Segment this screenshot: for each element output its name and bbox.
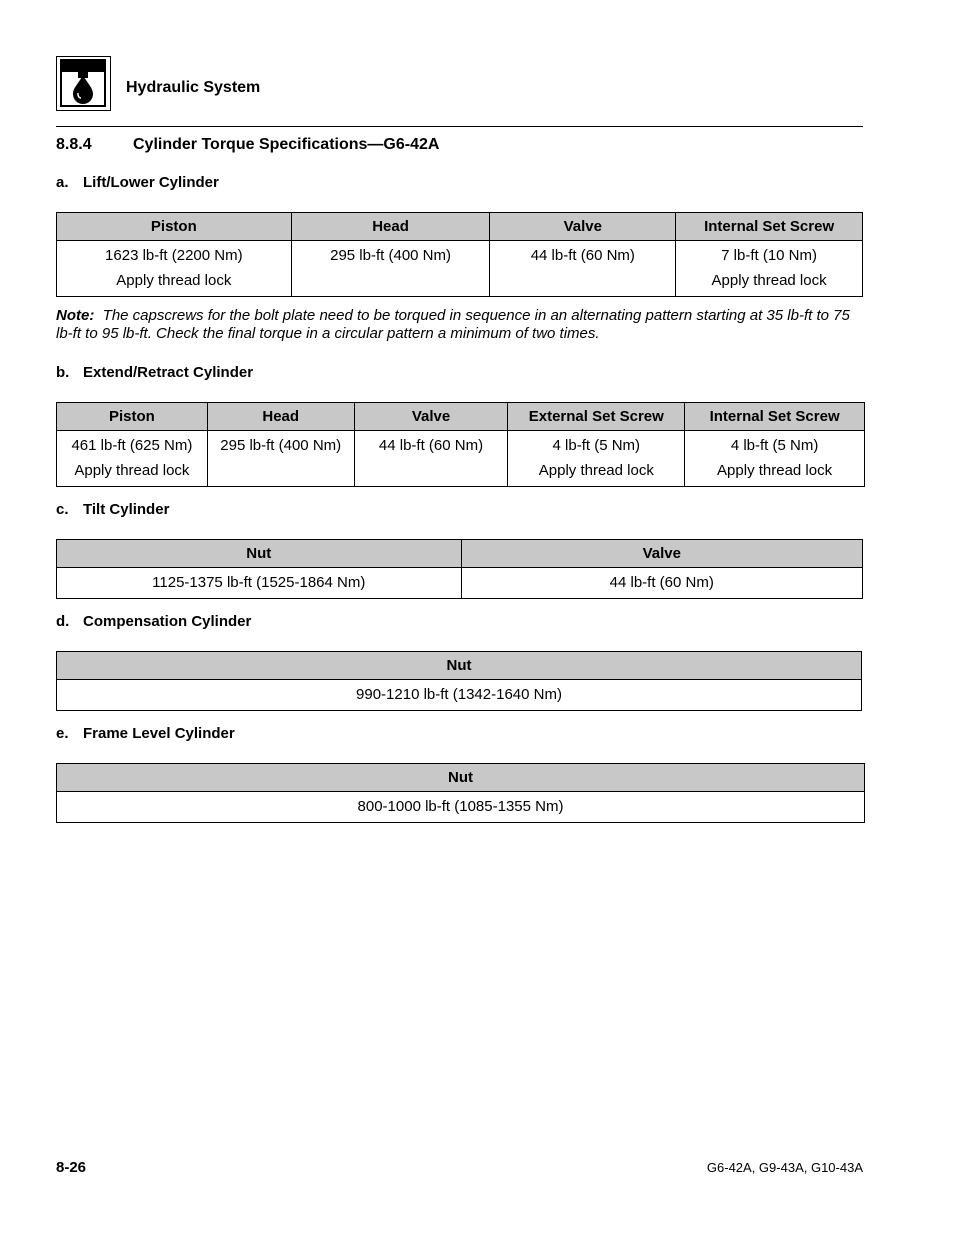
subhead-title: Tilt Cylinder	[83, 501, 170, 518]
table-header-row	[57, 403, 865, 431]
cell-value: 7 lb-ft (10 Nm)	[721, 247, 818, 264]
column-header: Valve	[354, 403, 508, 431]
table-row	[57, 792, 865, 823]
table-cell: 800-1000 lb-ft (1085-1355 Nm)	[57, 792, 865, 823]
table-header-row	[57, 213, 863, 241]
table-cell	[676, 241, 863, 297]
subhead-letter: b.	[56, 364, 70, 381]
cell-note: Apply thread lock	[711, 272, 827, 289]
header-divider	[56, 126, 863, 127]
section-number: 8.8.4	[56, 136, 92, 153]
column-header: Valve	[490, 213, 676, 241]
cell-note: Apply thread lock	[116, 272, 232, 289]
table-cell: 1125-1375 lb-ft (1525-1864 Nm)	[57, 568, 462, 599]
column-header: Head	[291, 213, 490, 241]
subhead-lift-lower	[56, 174, 219, 191]
column-header: Internal Set Screw	[685, 403, 865, 431]
model-list: G6-42A, G9-43A, G10-43A	[706, 1160, 863, 1175]
lift-lower-table	[56, 212, 863, 297]
note	[56, 307, 866, 343]
subhead-title: Extend/Retract Cylinder	[83, 364, 254, 381]
cell-note: Apply thread lock	[538, 462, 654, 479]
cell-note: Apply thread lock	[717, 462, 833, 479]
column-header: External Set Screw	[508, 403, 685, 431]
cell-note: Apply thread lock	[74, 462, 190, 479]
cell-value: 44 lb-ft (60 Nm)	[378, 437, 484, 454]
subhead-tilt	[56, 501, 169, 518]
cell-value: 1623 lb-ft (2200 Nm)	[105, 247, 243, 264]
table-cell	[490, 241, 676, 297]
table-cell	[354, 431, 508, 487]
cell-value: 4 lb-ft (5 Nm)	[730, 437, 819, 454]
subhead-title: Lift/Lower Cylinder	[83, 174, 219, 191]
table-header-row	[57, 652, 862, 680]
table-row	[57, 241, 863, 297]
subhead-letter: c.	[56, 501, 69, 518]
table-row	[57, 568, 863, 599]
hydraulic-drop-icon	[56, 56, 111, 111]
extend-retract-table	[56, 402, 865, 487]
section-title: Cylinder Torque Specifications—G6-42A	[133, 136, 440, 153]
cell-value: 44 lb-ft (60 Nm)	[530, 247, 635, 264]
subhead-title: Frame Level Cylinder	[83, 725, 235, 742]
table-cell	[291, 241, 490, 297]
note-label: Note:	[56, 307, 95, 324]
tilt-table	[56, 539, 863, 599]
column-header: Piston	[57, 403, 208, 431]
cell-value: 461 lb-ft (625 Nm)	[71, 437, 193, 454]
frame-level-table	[56, 763, 865, 823]
subhead-letter: d.	[56, 613, 70, 630]
table-cell: 44 lb-ft (60 Nm)	[461, 568, 863, 599]
page-number: 8-26	[56, 1159, 87, 1176]
subhead-letter: a.	[56, 174, 69, 191]
column-header: Valve	[461, 540, 863, 568]
column-header: Nut	[57, 540, 462, 568]
subhead-letter: e.	[56, 725, 69, 742]
table-cell	[685, 431, 865, 487]
cell-value: 295 lb-ft (400 Nm)	[330, 247, 451, 264]
subhead-compensation	[56, 613, 251, 630]
subhead-frame-level	[56, 725, 235, 742]
table-cell	[508, 431, 685, 487]
table-cell: 990-1210 lb-ft (1342-1640 Nm)	[57, 680, 862, 711]
table-row	[57, 680, 862, 711]
column-header: Nut	[57, 652, 862, 680]
cell-value: 4 lb-ft (5 Nm)	[552, 437, 641, 454]
table-row	[57, 431, 865, 487]
table-cell	[207, 431, 354, 487]
column-header: Internal Set Screw	[676, 213, 863, 241]
column-header: Head	[207, 403, 354, 431]
column-header: Piston	[57, 213, 292, 241]
cell-value: 295 lb-ft (400 Nm)	[220, 437, 342, 454]
note-text: The capscrews for the bolt plate need to be torqued in sequence in an alternating pattern starting at 35 lb-ft to 75 lb-ft to 95 lb-ft. Check the final torque in a circular pattern a minimum of two times.	[56, 307, 850, 342]
column-header: Nut	[57, 764, 865, 792]
table-cell	[57, 241, 292, 297]
table-header-row	[57, 540, 863, 568]
subhead-title: Compensation Cylinder	[83, 613, 252, 630]
table-cell	[57, 431, 208, 487]
header-title: Hydraulic System	[126, 79, 261, 96]
compensation-table	[56, 651, 862, 711]
subhead-extend-retract	[56, 364, 253, 381]
table-header-row	[57, 764, 865, 792]
